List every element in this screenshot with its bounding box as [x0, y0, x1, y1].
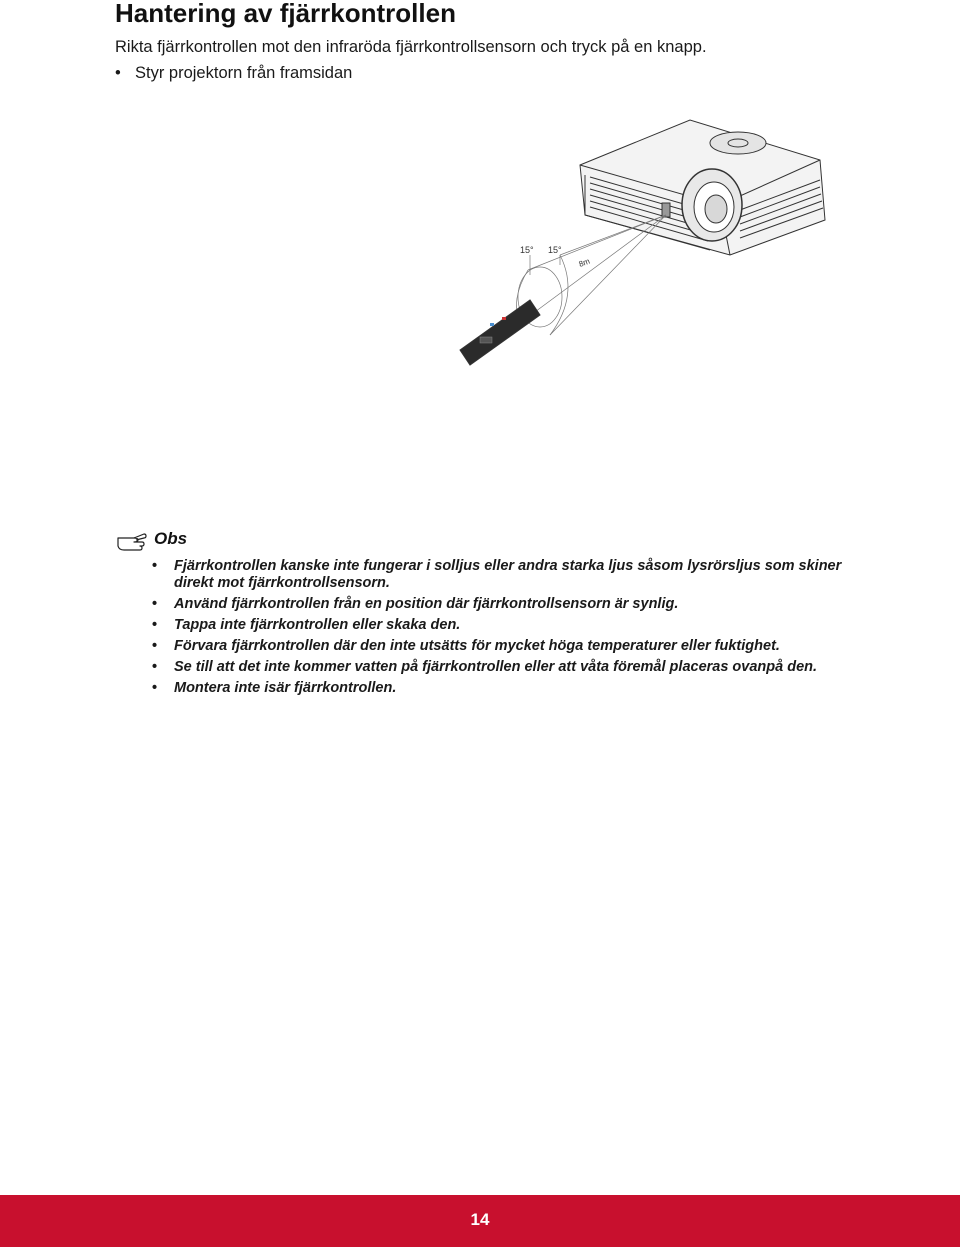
note-item-text: Montera inte isär fjärrkontrollen.	[174, 680, 397, 696]
note-item-text: Förvara fjärrkontrollen där den inte utsätts för mycket höga temperaturer eller fuktighet.	[174, 638, 780, 654]
page-number: 14	[470, 1210, 490, 1229]
bullet-dot: •	[152, 558, 158, 574]
remote-control-icon	[460, 300, 540, 365]
note-item-text: Tappa inte fjärrkontrollen eller skaka den.	[174, 617, 461, 633]
bullet-dot: •	[152, 638, 158, 654]
note-item-text: Använd fjärrkontrollen från en position där fjärrkontrollsensorn är synlig.	[174, 596, 679, 612]
pointing-hand-icon	[116, 530, 148, 552]
note-item	[150, 680, 850, 697]
bullet-item	[115, 64, 352, 83]
angle-right-label: 15°	[548, 245, 562, 255]
bullet-dot: •	[115, 64, 121, 82]
note-item-text: Se till att det inte kommer vatten på fjärrkontrollen eller att våta föremål placeras ovanpå den.	[174, 659, 818, 675]
distance-label: 8m	[577, 256, 592, 269]
page-title: Hantering av fjärrkontrollen	[115, 0, 456, 28]
intro-text: Rikta fjärrkontrollen mot den infraröda fjärrkontrollsensorn och tryck på en knapp.	[115, 38, 707, 56]
note-item	[150, 617, 850, 634]
bullet-text: Styr projektorn från framsidan	[135, 64, 353, 82]
note-item	[150, 638, 850, 655]
bullet-dot: •	[152, 596, 158, 612]
bullet-dot: •	[152, 617, 158, 633]
note-item	[150, 659, 850, 676]
angle-left-label: 15°	[520, 245, 534, 255]
bullet-dot: •	[152, 659, 158, 675]
note-item	[150, 558, 850, 592]
projector-remote-illustration	[440, 105, 840, 395]
ir-beam-lines	[516, 215, 666, 335]
note-item-text: Fjärrkontrollen kanske inte fungerar i solljus eller andra starka ljus såsom lysrörsljus som skiner direkt mot fjärrkontrollsensorn.	[174, 558, 842, 591]
bullet-dot: •	[152, 680, 158, 696]
note-item	[150, 596, 850, 613]
note-list	[150, 558, 850, 701]
note-title: Obs	[154, 529, 188, 548]
